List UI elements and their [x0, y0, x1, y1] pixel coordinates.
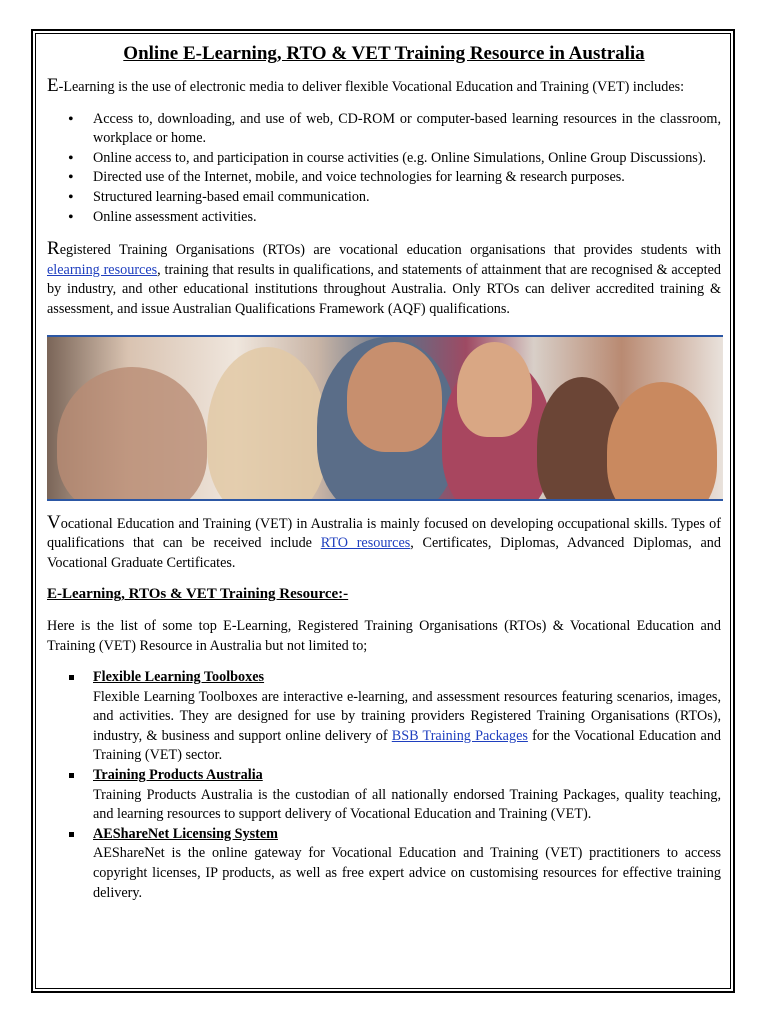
photo-figure — [607, 382, 717, 501]
bullet-item: • Online assessment activities. — [47, 208, 721, 228]
intro-text: -Learning is the use of electronic media to deliver flexible Vocational Education and Training (VET) includes: — [58, 79, 685, 95]
intro-paragraph — [47, 76, 721, 98]
rto-text-before: egistered Training Organisations (RTOs) are vocational education organisations that provides students with — [59, 242, 721, 259]
rto-dropcap: R — [47, 238, 60, 260]
resource-title: Flexible Learning Toolboxes — [93, 669, 265, 686]
vet-paragraph — [47, 513, 721, 574]
bullet-item: • Online access to, and participation in course activities (e.g. Online Simulations, Online Group Discussions). — [47, 149, 721, 169]
vet-text-after: , Certificates, Diplomas, Advanced Diplomas, and Vocational Graduate Certificates. — [47, 535, 721, 571]
elearning-resources-link[interactable]: elearning resources — [47, 261, 158, 278]
elearning-bullet-list — [47, 110, 721, 228]
bullet-item: • Access to, downloading, and use of web, CD-ROM or computer-based learning resources in the classroom, workplace or home. — [47, 110, 721, 149]
rto-text-after: , training that results in qualifications, and statements of attainment that are recognised & accepted by industry, and other educational institutions throughout Australia. Only RTOs can deliver accredited training & assessment, and issue Australian Qualifications Framework (AQF) qualifications. — [47, 261, 721, 317]
photo-figure — [207, 347, 327, 501]
resource-title: Training Products Australia — [93, 767, 263, 784]
section-heading: E-Learning, RTOs & VET Training Resource:- — [47, 586, 349, 603]
resource-item — [47, 825, 721, 903]
bsb-training-packages-link[interactable]: BSB Training Packages — [391, 727, 528, 744]
vet-dropcap: V — [47, 511, 61, 533]
page-title: Online E-Learning, RTO & VET Training Resource in Australia — [123, 43, 645, 64]
resource-text-before: Flexible Learning Toolboxes are interactive e-learning, and assessment resources featuring scenarios, images, and activities. They are designed for use by training providers Registered Training Organisations (RTOs), industry, & business and support online delivery of — [93, 688, 721, 744]
photo-figure — [347, 342, 442, 452]
vet-text-before: ocational Education and Training (VET) in Australia is mainly focused on developing occupational skills. Types of qualifications that can be received include — [47, 515, 721, 552]
rto-resources-link[interactable]: RTO resources — [320, 535, 411, 552]
intro-dropcap: E — [47, 75, 59, 96]
photo-figure — [57, 367, 207, 501]
bullet-item: • Structured learning-based email communication. — [47, 188, 721, 208]
resource-description: Training Products Australia is the custodian of all nationally endorsed Training Packages, quality teaching, and learning resources to support delivery of Vocational Education and Training (VET). — [93, 786, 721, 823]
section-intro: Here is the list of some top E-Learning, Registered Training Organisations (RTOs) & Vocational Education and Training (VET) Resource in Australia but not limited to; — [47, 617, 721, 654]
students-photo — [47, 335, 723, 501]
resource-item — [47, 668, 721, 766]
document-body — [47, 40, 721, 903]
bullet-item: • Directed use of the Internet, mobile, and voice technologies for learning & research purposes. — [47, 168, 721, 188]
rto-paragraph — [47, 239, 721, 319]
resource-description: AEShareNet is the online gateway for Vocational Education and Training (VET) practitioners to access copyright licenses, IP products, as well as free expert advice on customising resources for effective training delivery. — [93, 845, 721, 901]
resource-text-after: for the Vocational Education and Training (VET) sector. — [93, 727, 722, 764]
photo-figure — [457, 342, 532, 437]
resource-description — [93, 688, 721, 766]
resource-title: AEShareNet Licensing System — [93, 825, 278, 842]
resource-item — [47, 766, 721, 825]
resource-list — [47, 668, 721, 903]
